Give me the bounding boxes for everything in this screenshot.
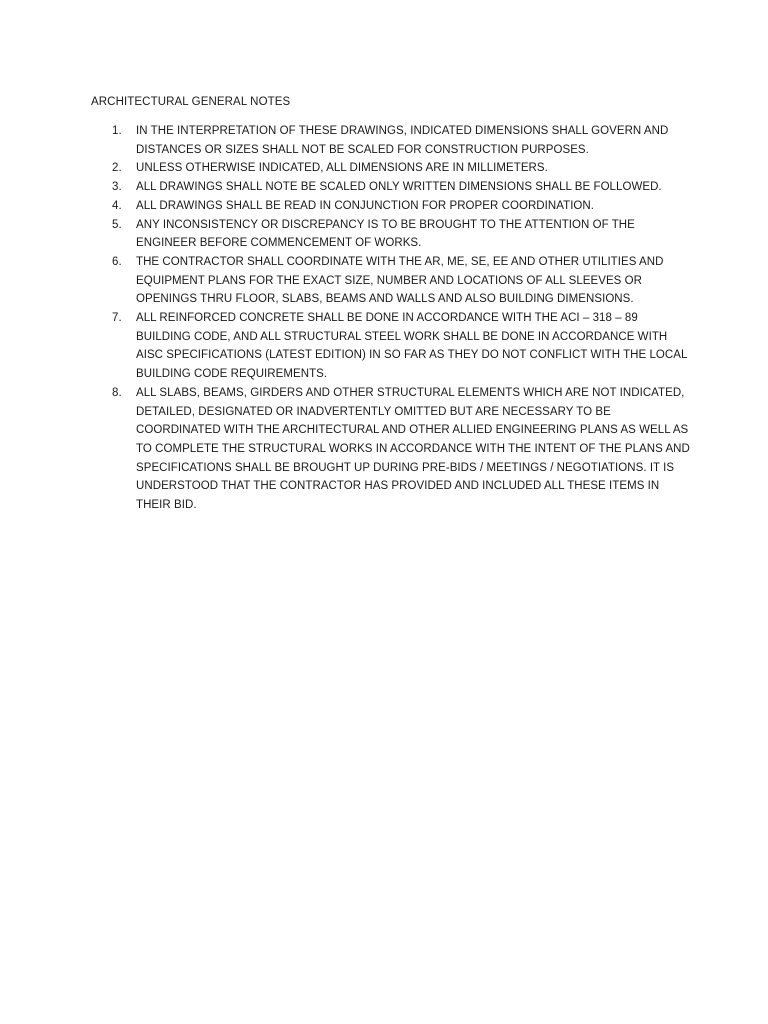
note-text: ALL REINFORCED CONCRETE SHALL BE DONE IN ACCORDANCE WITH THE ACI – 318 – 89 BUILDING CODE, AND ALL STRUCTURAL STEEL WORK SHALL BE DONE IN ACCORDANCE WITH AISC SPECIFICATIONS (LATEST EDITION) IN SO FAR AS THEY DO NOT CONFLICT WITH THE LOCAL BUILDING CODE REQUIREMENTS. — [136, 312, 688, 381]
note-item — [91, 309, 691, 384]
note-text: IN THE INTERPRETATION OF THESE DRAWINGS, INDICATED DIMENSIONS SHALL GOVERN AND DISTANCES OR SIZES SHALL NOT BE SCALED FOR CONSTRUCTION PURPOSES. — [136, 125, 669, 156]
note-text: ALL SLABS, BEAMS, GIRDERS AND OTHER STRUCTURAL ELEMENTS WHICH ARE NOT INDICATED, DETAILED, DESIGNATED OR INADVERTENTLY OMITTED BUT ARE NECESSARY TO BE COORDINATED WITH THE ARCHITECTURAL AND OTHER ALLIED ENGINEERING PLANS AS WELL AS TO COMPLETE THE STRUCTURAL WORKS IN ACCORDANCE WITH THE INTENT OF THE PLANS AND SPECIFICATIONS SHALL BE BROUGHT UP DURING PRE-BIDS / MEETINGS / NEGOTIATIONS. IT IS UNDERSTOOD THAT THE CONTRACTOR HAS PROVIDED AND INCLUDED ALL THESE ITEMS IN THEIR BID. — [136, 386, 690, 512]
note-item — [91, 197, 691, 216]
note-item — [91, 122, 691, 159]
note-item — [91, 384, 691, 515]
note-text: THE CONTRACTOR SHALL COORDINATE WITH THE AR, ME, SE, EE AND OTHER UTILITIES AND EQUIPMENT PLANS FOR THE EXACT SIZE, NUMBER AND LOCATIONS OF ALL SLEEVES OR OPENINGS THRU FLOOR, SLABS, BEAMS AND WALLS AND ALSO BUILDING DIMENSIONS. — [136, 255, 664, 306]
note-number: 5. — [112, 218, 122, 231]
note-text: ALL DRAWINGS SHALL NOTE BE SCALED ONLY WRITTEN DIMENSIONS SHALL BE FOLLOWED. — [136, 181, 662, 194]
note-number: 2. — [112, 162, 122, 175]
note-number: 1. — [112, 125, 122, 137]
note-text: ALL DRAWINGS SHALL BE READ IN CONJUNCTION FOR PROPER COORDINATION. — [136, 199, 595, 212]
note-text: UNLESS OTHERWISE INDICATED, ALL DIMENSIONS ARE IN MILLIMETERS. — [136, 162, 548, 175]
note-number: 7. — [112, 312, 122, 325]
note-number: 4. — [112, 199, 122, 212]
note-item — [91, 178, 691, 197]
note-number: 3. — [112, 181, 122, 194]
note-text: ANY INCONSISTENCY OR DISCREPANCY IS TO BE BROUGHT TO THE ATTENTION OF THE ENGINEER BEFORE COMMENCEMENT OF WORKS. — [136, 218, 635, 250]
note-item — [91, 159, 691, 178]
note-item — [91, 253, 691, 309]
note-item — [91, 216, 691, 253]
note-number: 6. — [112, 255, 122, 268]
note-number: 8. — [112, 386, 122, 399]
document-title: ARCHITECTURAL GENERAL NOTES — [91, 96, 291, 108]
notes-list — [91, 122, 691, 515]
